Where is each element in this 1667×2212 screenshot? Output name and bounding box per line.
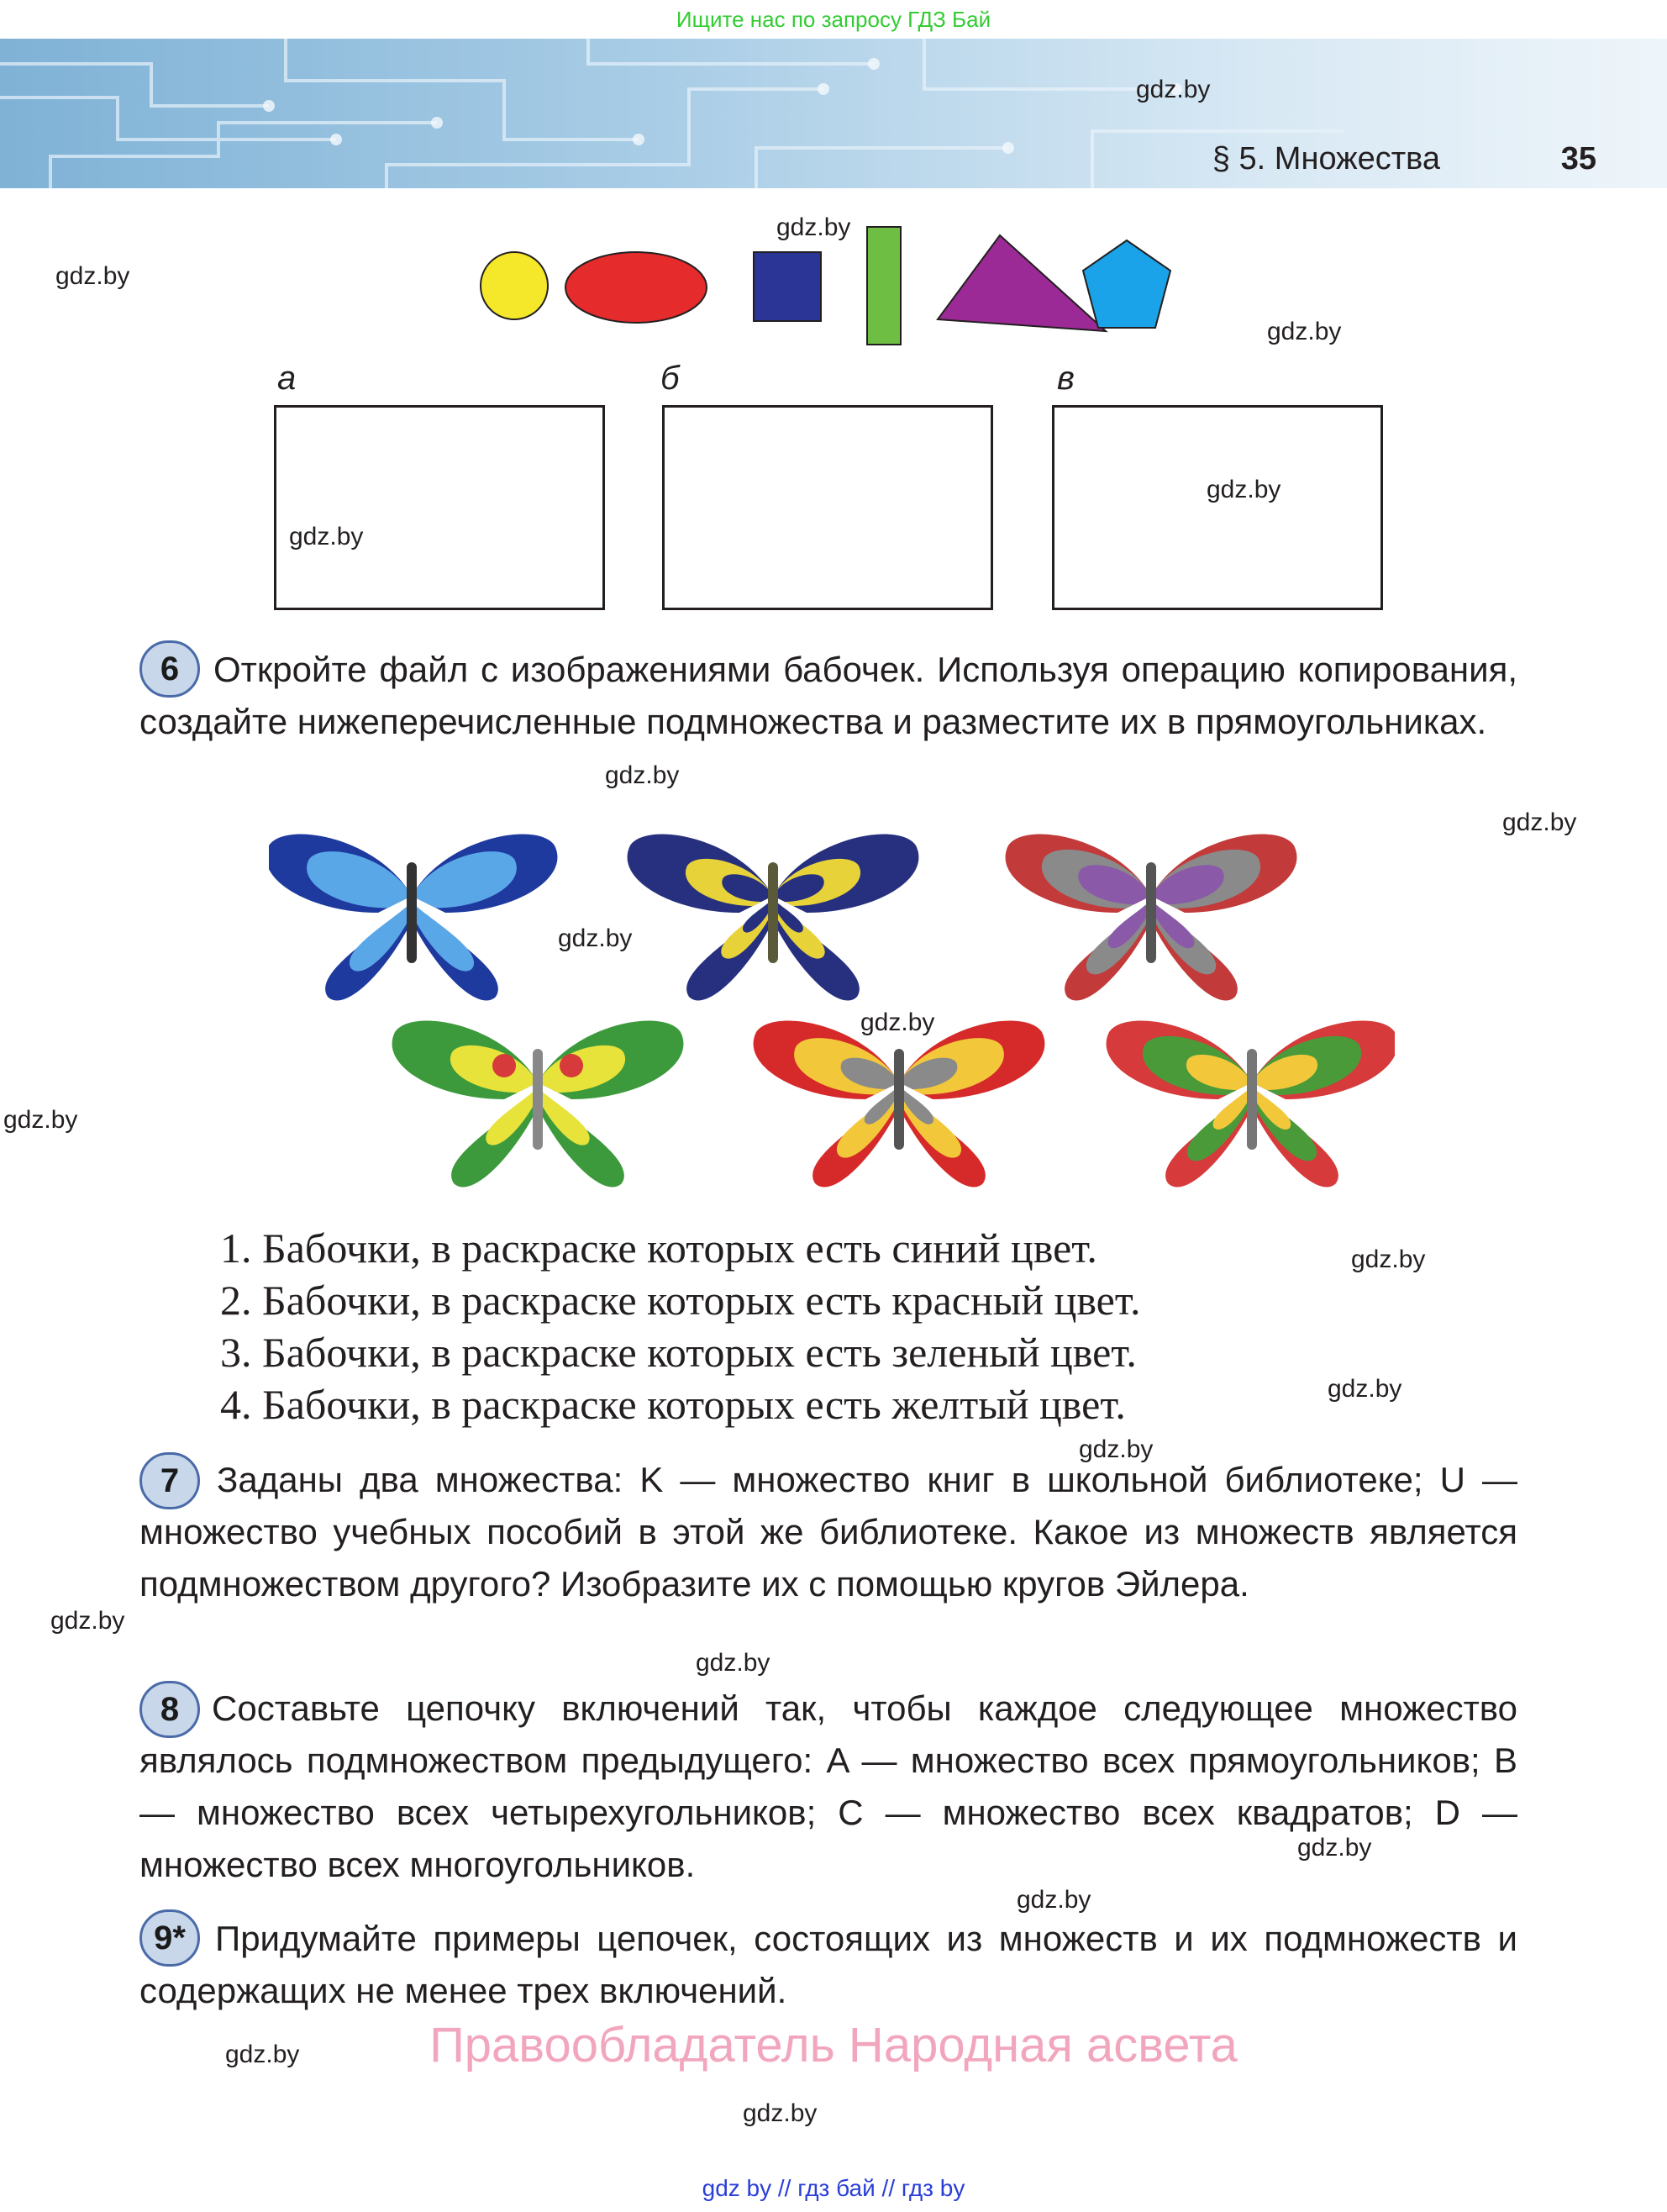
watermark: gdz.by <box>860 1009 935 1036</box>
top-search-banner[interactable]: Ищите нас по запросу ГДЗ Бай <box>676 7 991 32</box>
answer-box-a[interactable] <box>274 405 605 610</box>
task-number-7: 7 <box>139 1452 200 1509</box>
watermark: gdz.by <box>1207 476 1281 503</box>
list-item: 3. Бабочки, в раскраске которых есть зеленый цвет. <box>220 1329 1137 1376</box>
watermark: gdz.by <box>3 1106 78 1134</box>
answer-box-b[interactable] <box>662 405 993 610</box>
page-number: 35 <box>1560 141 1596 176</box>
watermark: gdz.by <box>50 1607 125 1635</box>
section-title: § 5. Множества <box>1212 141 1440 176</box>
task-number-9: 9* <box>139 1909 200 1967</box>
watermark: gdz.by <box>1017 1886 1091 1914</box>
watermark: gdz.by <box>225 2041 300 2068</box>
butterflies-image <box>269 805 1395 1200</box>
watermark: gdz.by <box>1079 1435 1154 1463</box>
butterfly-red-green <box>1107 1021 1395 1188</box>
butterfly-blue-yellow <box>628 835 919 1001</box>
butterfly-red-purple <box>1006 835 1297 1001</box>
yellow-circle-shape <box>481 252 548 319</box>
watermark: gdz.by <box>1351 1246 1426 1273</box>
watermark: gdz.by <box>1328 1375 1402 1403</box>
watermark: gdz.by <box>1267 318 1342 345</box>
purple-triangle-shape <box>938 235 1106 331</box>
box-label-v: в <box>1057 360 1075 397</box>
copyright-notice: Правообладатель Народная асвета <box>429 2018 1238 2072</box>
green-rectangle-shape <box>867 227 901 345</box>
watermark: gdz.by <box>289 523 364 550</box>
task-6-text: Откройте файл с изображениями бабочек. Используя операцию копирования, создайте нижеперечисленные подмножества и разместите их в прямоугольниках. <box>139 650 1517 741</box>
watermark: gdz.by <box>696 1649 770 1677</box>
list-item: 4. Бабочки, в раскраске которых есть желтый цвет. <box>220 1381 1126 1428</box>
task-9-text: Придумайте примеры цепочек, состоящих из множеств и их подмножеств и содержащих не менее трех включений. <box>139 1919 1517 2010</box>
butterfly-blue <box>269 835 557 1001</box>
watermark: gdz.by <box>1297 1834 1372 1862</box>
cyan-pentagon-shape <box>1083 240 1170 328</box>
geometric-shapes <box>471 220 1185 355</box>
red-ellipse-shape <box>565 252 707 323</box>
butterfly-green-yellow <box>392 1021 684 1188</box>
watermark: gdz.by <box>743 2099 818 2127</box>
watermark: gdz.by <box>55 262 130 290</box>
blue-square-shape <box>754 252 821 321</box>
answer-box-v[interactable] <box>1052 405 1383 610</box>
task-number-6: 6 <box>139 640 200 698</box>
watermark: gdz.by <box>558 924 633 952</box>
watermark: gdz.by <box>776 213 851 241</box>
watermark: gdz.by <box>1136 76 1211 103</box>
task-number-8: 8 <box>139 1681 200 1738</box>
footer-links[interactable]: gdz by // гдз бай // гдз by <box>702 2175 965 2201</box>
list-item: 1. Бабочки, в раскраске которых есть синий цвет. <box>220 1224 1097 1272</box>
task-8-text: Составьте цепочку включений так, чтобы каждое следующее множество являлось подмножеством предыдущего: A — множество всех прямоугольников; B — множество всех четырехугольников; C — множество всех квадратов; D — множество всех многоугольников. <box>139 1688 1517 1884</box>
list-item: 2. Бабочки, в раскраске которых есть красный цвет. <box>220 1277 1141 1324</box>
box-label-b: б <box>660 360 680 397</box>
watermark: gdz.by <box>605 761 680 789</box>
watermark: gdz.by <box>1502 808 1577 836</box>
task-7-text: Заданы два множества: K — множество книг в школьной библиотеке; U — множество учебных пособий в этой же библиотеке. Какое из множеств является подмножеством другого? Изобразите их с помощью кругов Эйлера. <box>139 1460 1517 1604</box>
box-label-a: а <box>277 360 297 397</box>
butterfly-red-yellow <box>754 1021 1045 1188</box>
